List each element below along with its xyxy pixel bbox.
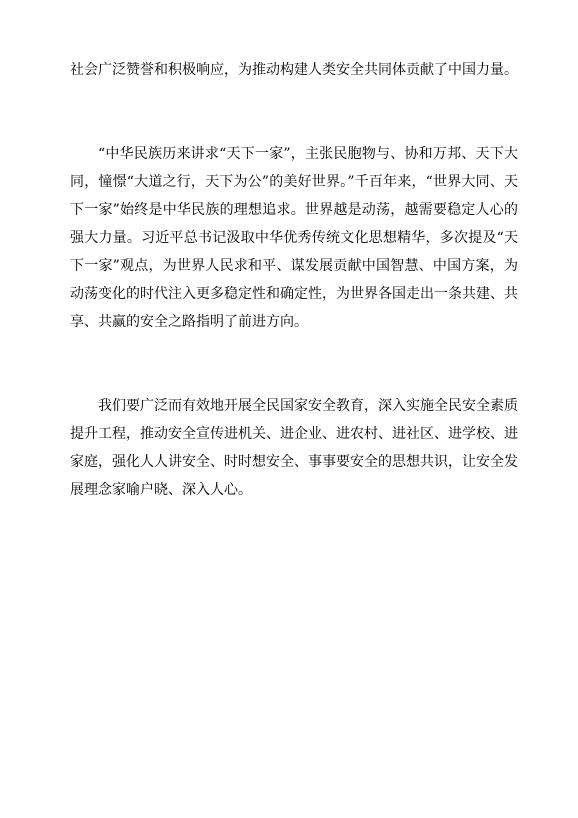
paragraph-gap bbox=[70, 336, 518, 364]
paragraph-gap bbox=[70, 112, 518, 140]
paragraph-gap bbox=[70, 364, 518, 392]
document-body bbox=[70, 56, 518, 504]
paragraph-1: 社会广泛赞誉和积极响应，为推动构建人类安全共同体贡献了中国力量。 bbox=[70, 62, 518, 78]
paragraph-2: “中华民族历来讲求“天下一家”，主张民胞物与、协和万邦、天下大同，憧憬“大道之行，天下为公”的美好世界。”千百年来，“世界大同、天下一家”始终是中华民族的理想追求。世界越是动荡，越需要稳定人心的强大力量。习近平总书记汲取中华优秀传统文化思想精华，多次提及“天下一家”观点，为世界人民求和平、谋发展贡献中国智慧、中国方案，为动荡变化的时代注入更多稳定性和确定性，为世界各国走出一条共建、共享、共赢的安全之路指明了前进方向。 bbox=[70, 146, 518, 330]
paragraph-gap bbox=[70, 84, 518, 112]
paragraph-3: 我们要广泛而有效地开展全民国家安全教育，深入实施全民安全素质提升工程，推动安全宣传进机关、进企业、进农村、进社区、进学校、进家庭，强化人人讲安全、时时想安全、事事要安全的思想共识，让安全发展理念家喻户晓、深入人心。 bbox=[70, 398, 518, 498]
